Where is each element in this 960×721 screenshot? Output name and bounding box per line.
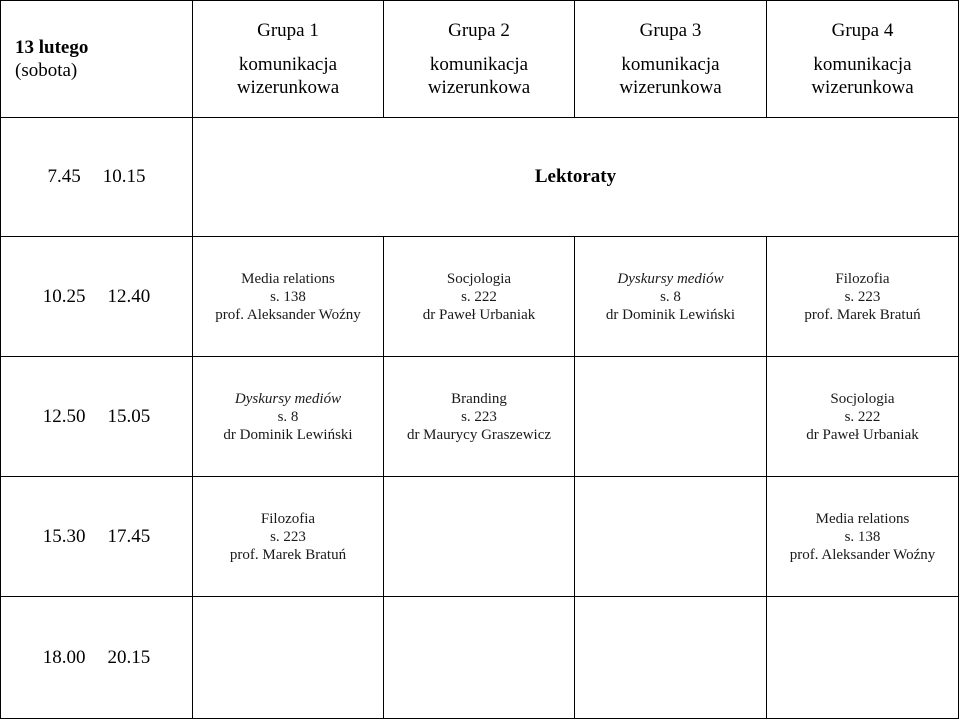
group-line1: komunikacja bbox=[813, 54, 912, 75]
class-room: s. 222 bbox=[844, 408, 881, 425]
class-teacher: prof. Aleksander Woźny bbox=[789, 546, 936, 563]
time-cell bbox=[1, 118, 193, 237]
class-room: s. 223 bbox=[844, 288, 881, 305]
class-subject: Dyskursy mediów bbox=[234, 390, 342, 407]
class-cell bbox=[767, 477, 959, 597]
class-teacher: prof. Marek Bratuń bbox=[804, 306, 921, 323]
group-3-header bbox=[575, 1, 767, 118]
empty-cell bbox=[575, 477, 767, 597]
class-subject: Branding bbox=[451, 390, 507, 407]
class-room: s. 223 bbox=[270, 528, 306, 545]
group-name: Grupa 1 bbox=[257, 20, 319, 41]
class-cell bbox=[384, 237, 575, 357]
empty-cell bbox=[384, 597, 575, 719]
group-line2: wizerunkowa bbox=[427, 77, 531, 98]
class-cell bbox=[193, 477, 384, 597]
class-cell bbox=[384, 357, 575, 477]
class-cell bbox=[575, 237, 767, 357]
time-cell bbox=[1, 357, 193, 477]
lektoraty-label: Lektoraty bbox=[534, 166, 617, 187]
class-teacher: prof. Aleksander Woźny bbox=[215, 306, 361, 323]
group-line2: wizerunkowa bbox=[619, 77, 722, 98]
class-room: s. 138 bbox=[270, 288, 306, 305]
class-subject: Socjologia bbox=[830, 390, 895, 407]
time-start: 15.30 bbox=[42, 525, 86, 547]
class-room: s. 138 bbox=[844, 528, 881, 545]
class-room: s. 8 bbox=[660, 288, 681, 305]
class-teacher: dr Maurycy Graszewicz bbox=[406, 426, 552, 443]
group-name: Grupa 3 bbox=[639, 20, 702, 41]
group-line1: komunikacja bbox=[429, 54, 529, 75]
class-subject: Filozofia bbox=[260, 510, 316, 527]
class-teacher: prof. Marek Bratuń bbox=[229, 546, 347, 563]
time-start: 10.25 bbox=[42, 285, 86, 307]
group-1-header bbox=[193, 1, 384, 118]
time-end: 10.15 bbox=[102, 166, 146, 187]
empty-cell bbox=[575, 597, 767, 719]
group-4-header bbox=[767, 1, 959, 118]
date-weekday: (sobota) bbox=[15, 60, 78, 81]
group-2-header bbox=[384, 1, 575, 118]
date-cell bbox=[1, 1, 193, 118]
class-cell bbox=[193, 237, 384, 357]
time-start: 18.00 bbox=[42, 646, 86, 668]
time-cell bbox=[1, 237, 193, 357]
header-row bbox=[1, 1, 959, 118]
group-line2: wizerunkowa bbox=[236, 77, 340, 98]
class-teacher: dr Paweł Urbaniak bbox=[806, 426, 919, 443]
empty-cell bbox=[575, 357, 767, 477]
class-room: s. 223 bbox=[461, 408, 497, 425]
class-subject: Filozofia bbox=[835, 270, 890, 287]
time-start: 12.50 bbox=[42, 405, 86, 427]
date-day: 13 lutego bbox=[15, 37, 89, 58]
class-subject: Media relations bbox=[815, 510, 910, 527]
class-cell bbox=[767, 237, 959, 357]
empty-cell bbox=[767, 597, 959, 719]
class-subject: Dyskursy mediów bbox=[617, 270, 724, 287]
slot-row-5 bbox=[1, 597, 959, 719]
slot-row-4 bbox=[1, 477, 959, 597]
time-end: 20.15 bbox=[107, 646, 151, 668]
class-cell bbox=[767, 357, 959, 477]
class-subject: Media relations bbox=[241, 270, 335, 287]
class-cell bbox=[193, 357, 384, 477]
class-teacher: dr Dominik Lewiński bbox=[605, 306, 736, 323]
empty-cell bbox=[193, 597, 384, 719]
class-teacher: dr Paweł Urbaniak bbox=[422, 306, 536, 323]
time-end: 12.40 bbox=[107, 285, 151, 307]
slot-row-3 bbox=[1, 357, 959, 477]
group-line2: wizerunkowa bbox=[811, 77, 914, 98]
class-teacher: dr Dominik Lewiński bbox=[223, 426, 353, 443]
empty-cell bbox=[384, 477, 575, 597]
group-name: Grupa 4 bbox=[831, 20, 894, 41]
time-end: 15.05 bbox=[107, 405, 151, 427]
time-end: 17.45 bbox=[107, 525, 151, 547]
group-line1: komunikacja bbox=[621, 54, 720, 75]
group-line1: komunikacja bbox=[238, 54, 338, 75]
class-room: s. 222 bbox=[461, 288, 497, 305]
lektoraty-cell bbox=[193, 118, 959, 237]
class-room: s. 8 bbox=[277, 408, 299, 425]
slot-row-2 bbox=[1, 237, 959, 357]
time-start: 7.45 bbox=[47, 166, 81, 187]
slot-row-1 bbox=[1, 118, 959, 237]
time-cell bbox=[1, 477, 193, 597]
group-name: Grupa 2 bbox=[448, 20, 510, 41]
time-cell bbox=[1, 597, 193, 719]
class-subject: Socjologia bbox=[446, 270, 512, 287]
